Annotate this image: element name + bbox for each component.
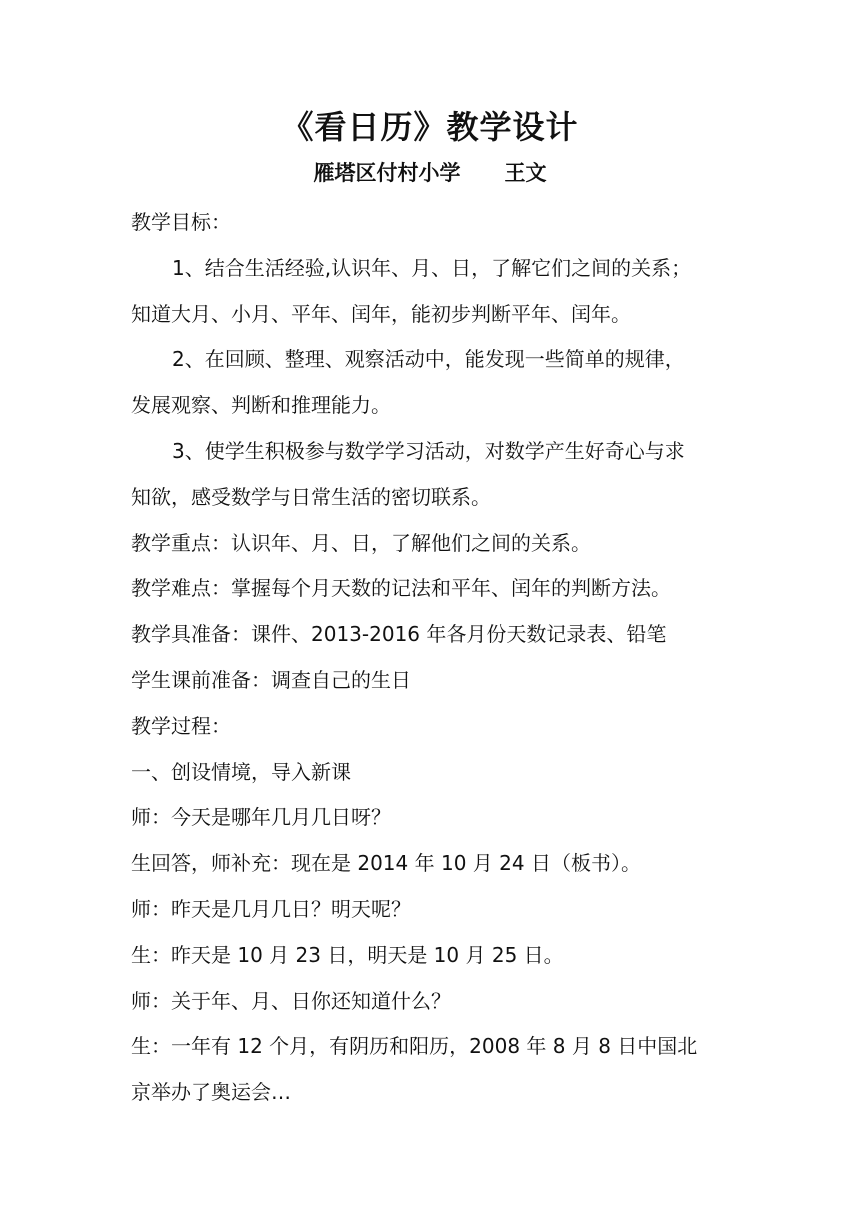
objective-2-line-2: 发展观察、判断和推理能力。 xyxy=(131,393,391,418)
document-title: 《看日历》教学设计 xyxy=(281,108,579,146)
dialogue-line: 师：昨天是几月几日？明天呢？ xyxy=(131,896,411,921)
section-heading-objectives: 教学目标： xyxy=(131,210,231,234)
key-point: 教学重点：认识年、月、日，了解他们之间的关系。 xyxy=(131,530,591,555)
author-name: 王文 xyxy=(504,161,547,185)
dialogue-line: 生回答，师补充：现在是 2014 年 10 月 24 日（板书）。 xyxy=(131,851,641,876)
objective-2-line-1: 2、在回顾、整理、观察活动中，能发现一些简单的规律， xyxy=(172,347,685,372)
student-preparation: 学生课前准备：调查自己的生日 xyxy=(131,667,411,692)
dialogue-line: 生：一年有 12 个月，有阴历和阳历，2008 年 8 月 8 日中国北 xyxy=(131,1034,698,1059)
school-name: 雁塔区付村小学 xyxy=(313,161,461,185)
dialogue-line: 师：关于年、月、日你还知道什么？ xyxy=(131,988,451,1013)
document-body xyxy=(131,200,731,1116)
objective-1-line-1: 1、结合生活经验,认识年、月、日，了解它们之间的关系； xyxy=(172,255,692,280)
objective-1-line-2: 知道大月、小月、平年、闰年，能初步判断平年、闰年。 xyxy=(131,301,631,326)
difficult-point: 教学难点：掌握每个月天数的记法和平年、闰年的判断方法。 xyxy=(131,576,671,601)
dialogue-line: 师：今天是哪年几月几日呀？ xyxy=(131,805,391,830)
teaching-materials: 教学具准备：课件、2013-2016 年各月份天数记录表、铅笔 xyxy=(131,622,667,647)
dialogue-line: 京举办了奥运会… xyxy=(131,1080,291,1105)
objective-3-line-1: 3、使学生积极参与数学学习活动，对数学产生好奇心与求 xyxy=(172,438,685,463)
document-byline xyxy=(0,156,860,190)
dialogue-line: 生：昨天是 10 月 23 日，明天是 10 月 25 日。 xyxy=(131,942,564,967)
objective-3-line-2: 知欲，感受数学与日常生活的密切联系。 xyxy=(131,484,491,509)
process-step-1-heading: 一、创设情境，导入新课 xyxy=(131,759,351,784)
section-heading-process: 教学过程： xyxy=(131,713,231,738)
